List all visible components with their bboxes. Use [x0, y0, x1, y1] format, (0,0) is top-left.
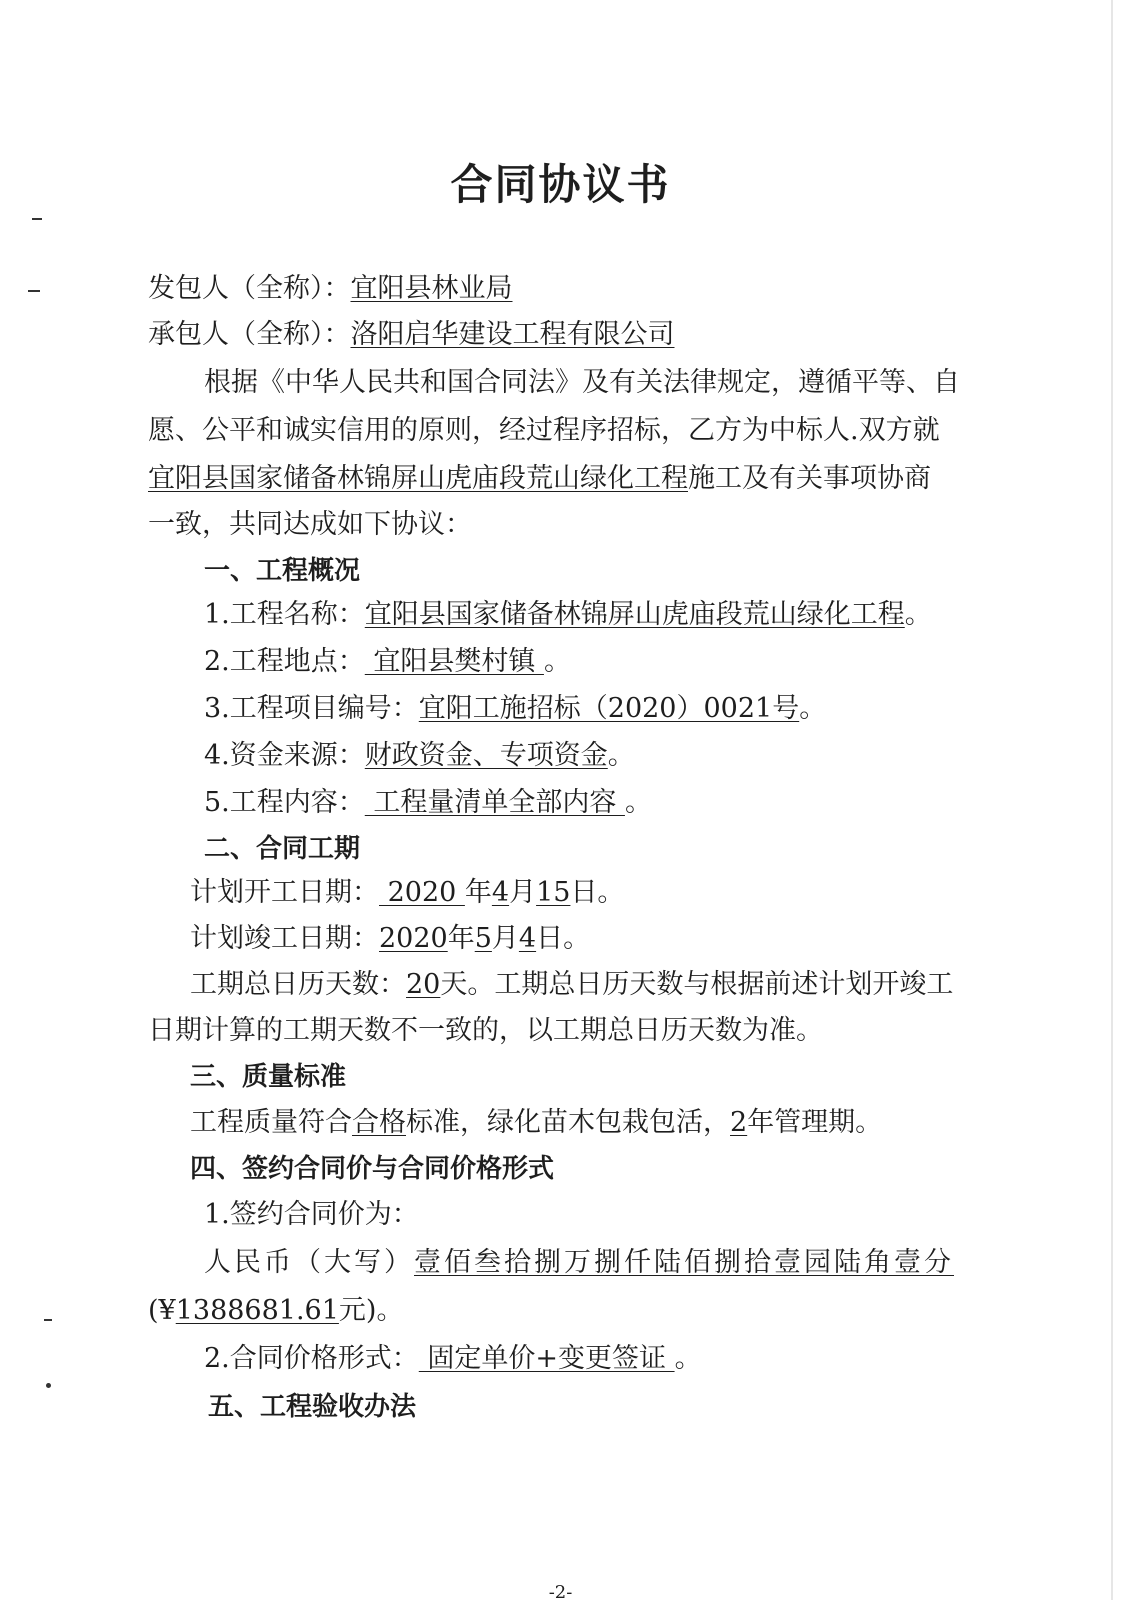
end-month: 5: [474, 923, 492, 954]
item-label: 2.工程地点：: [204, 646, 365, 677]
project-location-line: [204, 645, 571, 679]
day-word: 日。: [570, 877, 625, 908]
section-4-heading: 四、签约合同价与合同价格形式: [190, 1154, 555, 1184]
scan-speck: [28, 290, 40, 292]
section-5-heading: 五、工程验收办法: [208, 1392, 417, 1422]
employer-value: 宜阳县林业局: [350, 273, 513, 304]
project-content-line: [204, 786, 652, 820]
start-day: 15: [536, 877, 571, 908]
price-in-words: 壹佰叁拾捌万捌仟陆佰捌拾壹园陆角壹分: [414, 1247, 954, 1278]
quality-text-3: 年管理期。: [747, 1107, 883, 1138]
intro-line-4: 一致，共同达成如下协议：: [148, 509, 472, 540]
item-value: 宜阳县樊村镇: [364, 646, 544, 677]
intro-line-1: 根据《中华人民共和国合同法》及有关法律规定，遵循平等、自: [204, 367, 960, 398]
start-year: 2020: [379, 877, 465, 908]
section-2-heading: 二、合同工期: [204, 834, 361, 864]
project-name-inline: 宜阳县国家储备林锦屏山虎庙段荒山绿化工程: [148, 463, 688, 494]
item-value: 财政资金、专项资金: [364, 740, 608, 771]
end-day: 4: [518, 923, 537, 954]
item-end: 。: [799, 693, 827, 724]
scan-speck: [44, 1319, 52, 1321]
rmb-label: 人民币（大写）: [204, 1247, 414, 1278]
days-label: 工期总日历天数：: [190, 969, 406, 1000]
price-form-end: 。: [674, 1343, 702, 1374]
quality-line: [190, 1106, 882, 1140]
item-label: 1.工程名称：: [204, 599, 365, 630]
item-end: 。: [607, 740, 635, 771]
price-form-value: 固定单价+变更签证: [418, 1343, 675, 1374]
employer-line: [148, 272, 513, 306]
end-date-line: [190, 922, 590, 956]
item-end: 。: [543, 646, 571, 677]
scan-speck: [46, 1383, 51, 1388]
start-month: 4: [491, 877, 510, 908]
maintenance-years: 2: [730, 1107, 748, 1138]
page-title: 合同协议书: [450, 160, 671, 209]
item-value: 宜阳县国家储备林锦屏山虎庙段荒山绿化工程: [364, 599, 905, 630]
page-number: -2-: [548, 1582, 573, 1603]
total-days-line: [190, 968, 953, 1002]
item-label: 5.工程内容：: [204, 787, 365, 818]
contractor-value: 洛阳启华建设工程有限公司: [350, 319, 675, 350]
total-days-line-2: 日期计算的工期天数不一致的，以工期总日历天数为准。: [148, 1015, 823, 1046]
item-value: 工程量清单全部内容: [364, 787, 625, 818]
month-word: 月: [491, 923, 519, 954]
item-end: 。: [904, 599, 932, 630]
employer-label: 发包人（全称）：: [148, 273, 351, 304]
contractor-label: 承包人（全称）：: [148, 319, 351, 350]
quality-standard: 合格: [352, 1107, 406, 1138]
contract-price-label-line: 1.签约合同价为：: [204, 1199, 419, 1230]
price-form-label: 2.合同价格形式：: [204, 1343, 419, 1374]
year-word: 年: [464, 877, 492, 908]
days-rest: 天。工期总日历天数与根据前述计划开竣工: [440, 969, 954, 1000]
project-number-line: [204, 692, 826, 726]
price-form-line: [204, 1342, 702, 1376]
intro-line-3-rest: 施工及有关事项协商: [688, 463, 931, 494]
quality-text-2: 标准，绿化苗木包栽包活，: [406, 1107, 730, 1138]
year-word: 年: [447, 923, 475, 954]
scan-edge: [1111, 0, 1113, 1600]
item-label: 4.资金来源：: [204, 740, 365, 771]
intro-line-2: 愿、公平和诚实信用的原则，经过程序招标，乙方为中标人.双方就: [148, 415, 940, 446]
item-end: 。: [624, 787, 652, 818]
price-numeric: 1388681.61: [175, 1295, 339, 1326]
day-word: 日。: [536, 923, 591, 954]
start-date-line: [190, 876, 624, 910]
price-numeric-line: [148, 1294, 403, 1328]
contractor-line: [148, 318, 675, 352]
section-3-heading: 三、质量标准: [190, 1062, 347, 1092]
intro-line-3: [148, 462, 931, 496]
section-1-heading: 一、工程概况: [204, 556, 361, 586]
end-year: 2020: [379, 923, 448, 954]
days-value: 20: [406, 969, 441, 1000]
project-name-line: [204, 598, 932, 632]
month-word: 月: [509, 877, 537, 908]
quality-text: 工程质量符合: [190, 1107, 352, 1138]
price-words-line: [204, 1246, 954, 1280]
paren-open: (¥: [148, 1295, 176, 1326]
end-date-label: 计划竣工日期：: [190, 923, 379, 954]
fund-source-line: [204, 739, 635, 773]
scan-speck: [32, 218, 42, 220]
item-value: 宜阳工施招标（2020）0021号: [418, 693, 800, 724]
paren-close: 元)。: [338, 1295, 404, 1326]
start-date-label: 计划开工日期：: [190, 877, 379, 908]
item-label: 3.工程项目编号：: [204, 693, 419, 724]
